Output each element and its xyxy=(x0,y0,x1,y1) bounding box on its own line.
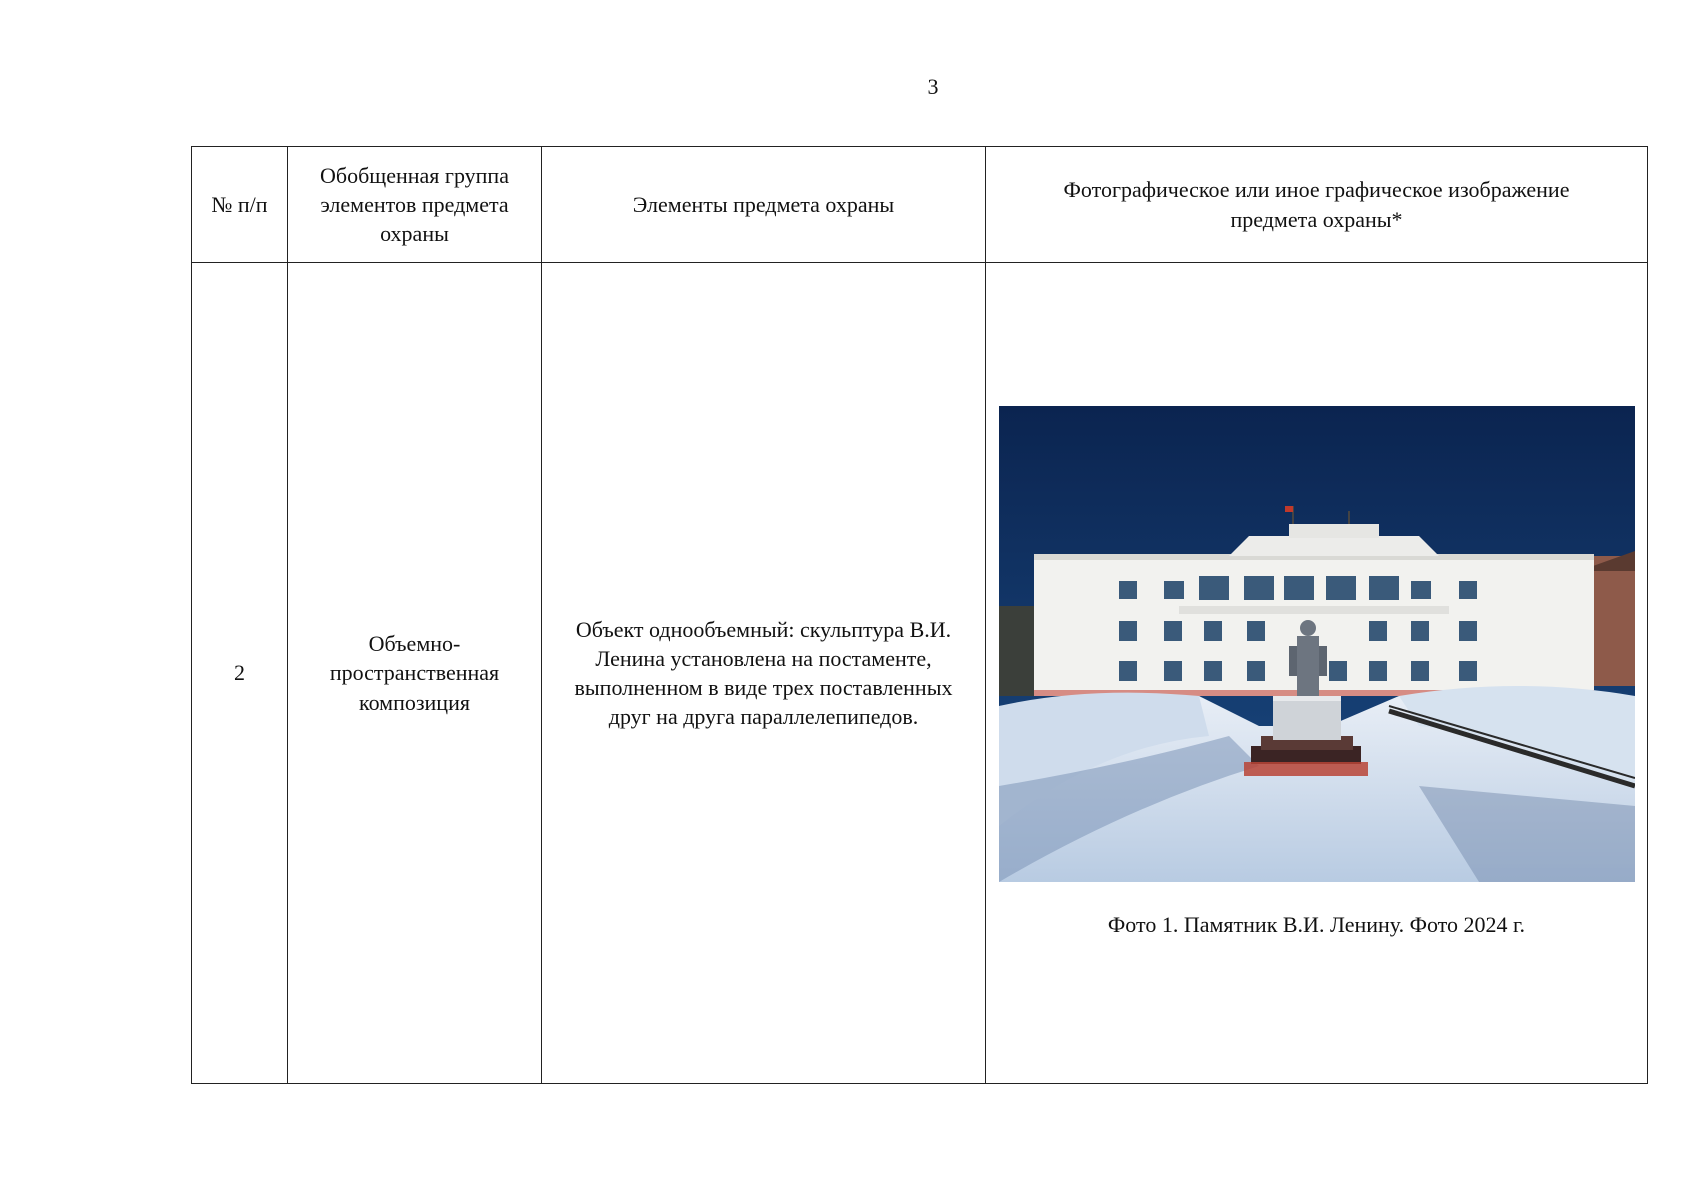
table-row xyxy=(192,263,1648,1084)
protection-table xyxy=(191,146,1648,1084)
row-elements: Объект однообъемный: скульптура В.И. Ленина установлена на постаменте, выполненном в виде трех поставленных друг на друга параллелепипедов. xyxy=(542,263,986,1084)
header-number: № п/п xyxy=(192,147,288,263)
header-group: Обобщенная группа элементов предмета охраны xyxy=(288,147,542,263)
photo-caption: Фото 1. Памятник В.И. Ленину. Фото 2024 г. xyxy=(1107,912,1526,938)
monument-photo xyxy=(999,406,1635,882)
table-header-row xyxy=(192,147,1648,263)
header-elements: Элементы предмета охраны xyxy=(542,147,986,263)
row-number: 2 xyxy=(192,263,288,1084)
row-image-cell xyxy=(986,263,1648,1084)
row-group: Объемно-пространственная композиция xyxy=(288,263,542,1084)
page-number: 3 xyxy=(927,74,939,99)
header-image: Фотографическое или иное графическое изображение предмета охраны* xyxy=(986,147,1648,263)
